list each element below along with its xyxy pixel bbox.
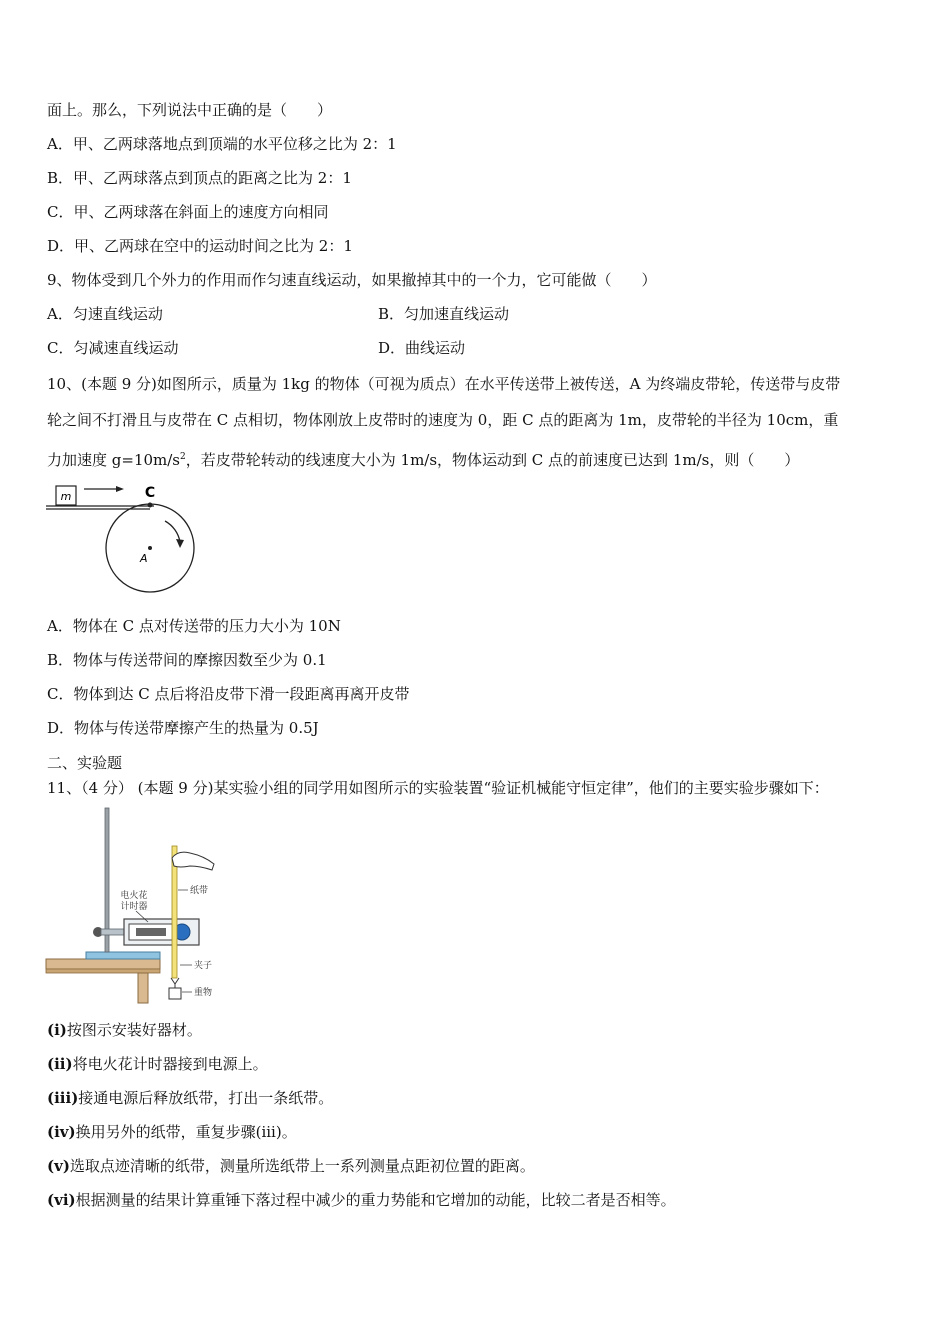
q11-step-1 (47, 1020, 202, 1040)
q8-stem-tail: 面上。那么，下列说法中正确的是（ ） (47, 101, 333, 119)
conveyor-belt-figure (44, 478, 204, 598)
q10-option-d: D．物体与传送带摩擦产生的热量为 0.5J (47, 719, 319, 737)
step-number: (i) (47, 1021, 67, 1039)
q10-stem-line3-a: 力加速度 g=10m/s (47, 451, 181, 469)
step-text: 按图示安装好器材。 (66, 1021, 202, 1039)
q11-step-2 (47, 1054, 268, 1074)
rotation-arrowhead (176, 539, 184, 548)
q8-option-d: D．甲、乙两球在空中的运动时间之比为 2：1 (47, 237, 353, 255)
q8-option-a: A．甲、乙两球落地点到顶端的水平位移之比为 2：1 (47, 135, 397, 153)
timer-label-line2: 计时器 (120, 902, 148, 912)
table-top (46, 959, 160, 969)
clip-icon (171, 978, 179, 984)
step-number: (ii) (47, 1055, 73, 1073)
block-label: m (60, 490, 72, 503)
q9-stem: 9、物体受到几个外力的作用而作匀速直线运动，如果撤掉其中的一个力，它可能做（ ） (47, 271, 657, 289)
stand-base (86, 952, 160, 959)
point-c-label: C (144, 485, 156, 501)
experiment-apparatus-figure (44, 806, 224, 1006)
step-text: 接通电源后释放纸带，打出一条纸带。 (78, 1089, 334, 1107)
step-text: 选取点迹清晰的纸带，测量所选纸带上一系列测量点距初位置的距离。 (69, 1157, 535, 1175)
q11-step-4 (47, 1122, 297, 1142)
q9-option-d: D．曲线运动 (378, 339, 466, 357)
weight-label: 重物 (194, 988, 213, 998)
q10-stem-superscript: 2 (180, 452, 186, 462)
q11-step-5 (47, 1156, 535, 1176)
point-c-dot (148, 503, 153, 508)
q9-option-b: B．匀加速直线运动 (378, 305, 510, 323)
q10-stem-line2: 轮之间不打滑且与皮带在 C 点相切，物体刚放上皮带时的速度为 0，距 C 点的距离为 1m，皮带轮的半径为 10cm，重 (47, 411, 839, 429)
clip-label: 夹子 (194, 961, 213, 971)
center-label: A (140, 552, 148, 565)
hand-icon (172, 852, 214, 870)
timer-label-line1: 电火花 (120, 891, 148, 901)
step-number: (v) (47, 1157, 70, 1175)
spark-timer-core (136, 928, 166, 936)
q10-stem-line3-b: ，若皮带轮转动的线速度大小为 1m/s，物体运动到 C 点的前速度已达到 1m/s，则（ ） (185, 451, 800, 469)
weight-block (169, 988, 181, 999)
table-leg (138, 973, 148, 1003)
q9-option-c: C．匀减速直线运动 (47, 339, 179, 357)
q11-stem: 11、（4 分） (本题 9 分)某实验小组的同学用如图所示的实验装置“验证机械能守恒定律”，他们的主要实验步骤如下： (47, 779, 829, 797)
step-number: (iii) (47, 1089, 79, 1107)
rotation-arrow (165, 521, 180, 542)
q10-option-b: B．物体与传送带间的摩擦因数至少为 0.1 (47, 651, 327, 669)
q10-option-c: C．物体到达 C 点后将沿皮带下滑一段距离再离开皮带 (47, 685, 410, 703)
step-text: 换用另外的纸带，重复步骤(iii)。 (75, 1123, 297, 1141)
q10-option-a: A．物体在 C 点对传送带的压力大小为 10N (47, 617, 341, 635)
q10-stem-line1: 10、(本题 9 分)如图所示，质量为 1kg 的物体（可视为质点）在水平传送带上被传送，A 为终端皮带轮，传送带与皮带 (47, 375, 841, 393)
q11-step-3 (47, 1088, 333, 1108)
tape-label: 纸带 (190, 886, 209, 896)
q9-option-a: A．匀速直线运动 (47, 305, 163, 323)
step-text: 将电火花计时器接到电源上。 (72, 1055, 268, 1073)
velocity-arrowhead (116, 486, 124, 492)
clamp-arm (101, 929, 125, 935)
step-number: (iv) (47, 1123, 76, 1141)
q10-stem-line3 (47, 447, 799, 470)
section-title: 二、实验题 (47, 754, 123, 772)
center-dot (148, 546, 152, 550)
table-edge (46, 969, 160, 973)
q8-option-c: C．甲、乙两球落在斜面上的速度方向相同 (47, 203, 329, 221)
step-number: (vi) (47, 1191, 76, 1209)
step-text: 根据测量的结果计算重锤下落过程中减少的重力势能和它增加的动能，比较二者是否相等。 (75, 1191, 676, 1209)
q11-step-6 (47, 1190, 676, 1210)
q8-option-b: B．甲、乙两球落点到顶点的距离之比为 2：1 (47, 169, 352, 187)
